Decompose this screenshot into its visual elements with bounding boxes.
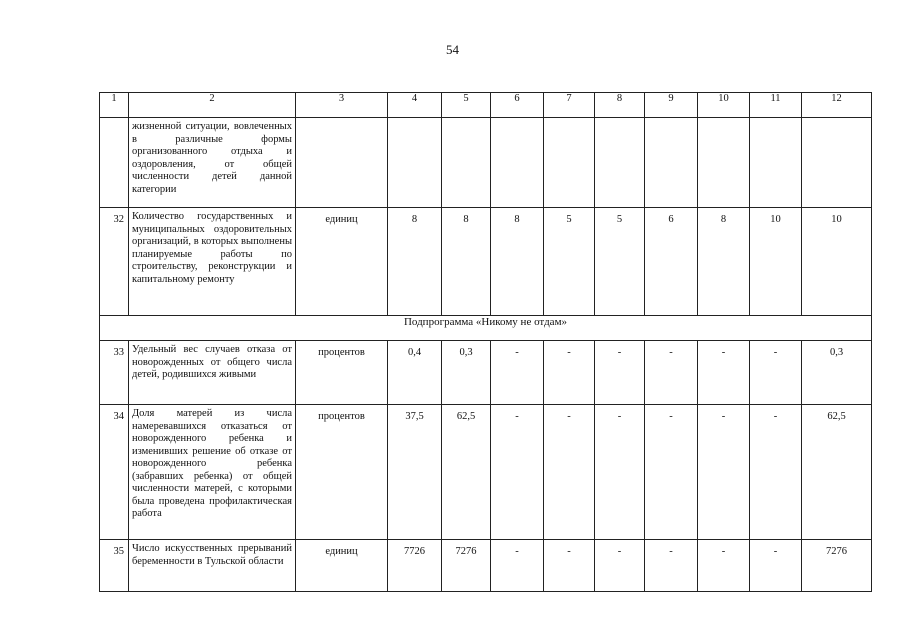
value-cell: 8 (491, 208, 544, 316)
table-row (100, 208, 872, 316)
row-number: 35 (100, 540, 129, 592)
value-cell: 8 (442, 208, 491, 316)
value-cell: 0,3 (802, 341, 872, 405)
value-cell: - (645, 540, 698, 592)
indicator-unit (296, 118, 388, 208)
value-cell: 7276 (802, 540, 872, 592)
value-cell: 5 (544, 208, 595, 316)
indicator-name: Количество государственных и муниципальных оздоровительных организаций, в которых выполнены планируемые работы по строительству, реконструкции и капитальному ремонту (129, 208, 296, 316)
value-cell (802, 118, 872, 208)
value-cell: - (491, 341, 544, 405)
value-cell: 7276 (442, 540, 491, 592)
indicator-unit: единиц (296, 208, 388, 316)
value-cell: - (750, 540, 802, 592)
value-cell: - (544, 540, 595, 592)
section-title: Подпрограмма «Никому не отдам» (100, 316, 872, 341)
value-cell: 0,4 (388, 341, 442, 405)
value-cell: - (491, 405, 544, 540)
value-cell: - (698, 405, 750, 540)
value-cell: 5 (595, 208, 645, 316)
indicators-table (99, 92, 872, 592)
value-cell: - (544, 341, 595, 405)
value-cell: - (491, 540, 544, 592)
table-row (100, 118, 872, 208)
header-cell: 2 (129, 93, 296, 118)
indicator-unit: процентов (296, 341, 388, 405)
value-cell: 62,5 (802, 405, 872, 540)
value-cell: - (595, 341, 645, 405)
value-cell (645, 118, 698, 208)
value-cell: - (698, 540, 750, 592)
row-number: 32 (100, 208, 129, 316)
value-cell (388, 118, 442, 208)
indicator-name: Доля матерей из числа намеревавшихся отказаться от новорожденного ребенка и изменивших решение об отказе от новорожденного ребенка (забравших ребенка) от общей численности матерей, с которыми была проведена профилактическая работа (129, 405, 296, 540)
header-cell: 8 (595, 93, 645, 118)
value-cell: 6 (645, 208, 698, 316)
header-cell: 12 (802, 93, 872, 118)
page-number: 54 (446, 42, 459, 57)
value-cell: - (544, 405, 595, 540)
indicator-name: Число искусственных прерываний беременности в Тульской области (129, 540, 296, 592)
value-cell (595, 118, 645, 208)
value-cell: - (645, 405, 698, 540)
value-cell: - (595, 540, 645, 592)
value-cell: 8 (698, 208, 750, 316)
indicator-name: Удельный вес случаев отказа от новорожденных от общего числа детей, родившихся живыми (129, 341, 296, 405)
value-cell: 62,5 (442, 405, 491, 540)
row-number: 34 (100, 405, 129, 540)
value-cell: 7726 (388, 540, 442, 592)
row-number: 33 (100, 341, 129, 405)
indicator-unit: процентов (296, 405, 388, 540)
value-cell: 8 (388, 208, 442, 316)
header-cell: 11 (750, 93, 802, 118)
header-cell: 9 (645, 93, 698, 118)
indicator-name: жизненной ситуации, вовлеченных в различные формы организованного отдыха и оздоровления, от общей численности детей данной категории (129, 118, 296, 208)
table-row (100, 341, 872, 405)
table-row (100, 405, 872, 540)
value-cell: - (645, 341, 698, 405)
value-cell (698, 118, 750, 208)
section-row (100, 316, 872, 341)
value-cell (750, 118, 802, 208)
value-cell (442, 118, 491, 208)
value-cell: - (750, 341, 802, 405)
value-cell (544, 118, 595, 208)
header-cell: 7 (544, 93, 595, 118)
row-number (100, 118, 129, 208)
value-cell: 10 (750, 208, 802, 316)
value-cell: - (698, 341, 750, 405)
header-cell: 5 (442, 93, 491, 118)
value-cell: - (595, 405, 645, 540)
value-cell (491, 118, 544, 208)
indicator-unit: единиц (296, 540, 388, 592)
value-cell: 10 (802, 208, 872, 316)
header-row (100, 93, 872, 118)
header-cell: 4 (388, 93, 442, 118)
header-cell: 6 (491, 93, 544, 118)
header-cell: 1 (100, 93, 129, 118)
value-cell: - (750, 405, 802, 540)
header-cell: 3 (296, 93, 388, 118)
header-cell: 10 (698, 93, 750, 118)
table-row (100, 540, 872, 592)
value-cell: 0,3 (442, 341, 491, 405)
value-cell: 37,5 (388, 405, 442, 540)
